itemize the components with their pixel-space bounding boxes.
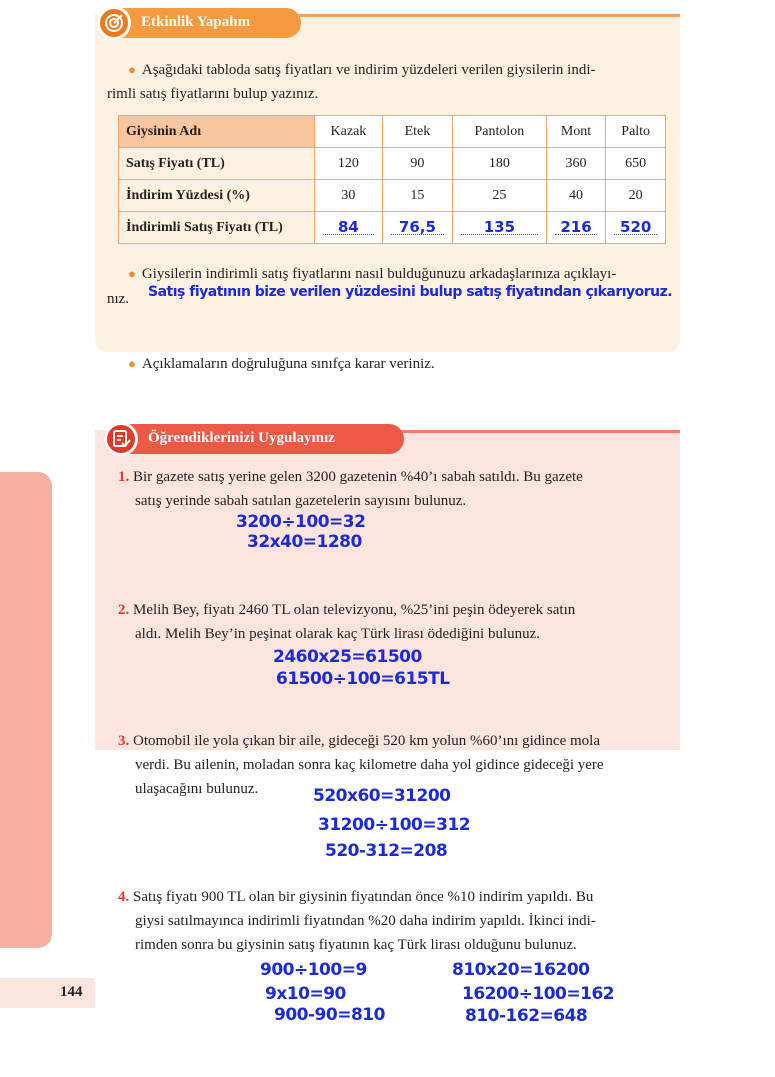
bullet-icon: ● [128,62,136,77]
sales-table [118,115,666,244]
question-2-line-1 [118,599,575,622]
intro-line-2: rimli satış fiyatlarını bulup yazınız. [107,86,319,102]
question-4-line-1 [118,886,593,909]
table-cell: 20 [606,180,666,212]
question-4-line-3: rimden sonra bu giysinin satış fiyatının kaç Türk lirası olduğunu bulunuz. [135,937,577,953]
activity-title-tag [97,8,301,38]
practice-title-tag [104,424,404,454]
q1-work-2: 32x40=1280 [247,532,362,552]
decide-line: ● Açıklamaların doğruluğuna sınıfça karar veriniz. [128,356,435,372]
question-1-line-2: satış yerinde sabah satılan gazetelerin sayısını bulunuz. [135,493,467,509]
table-cell: 40 [546,180,606,212]
question-3-line-1 [118,730,600,753]
question-text: Melih Bey, fiyatı 2460 TL olan televizyonu, %25’ini peşin ödeyerek satın [133,602,576,618]
question-1-line-1 [118,466,583,489]
table-row [119,180,666,212]
practice-title: Öğrendiklerinizi Uygulayınız [148,430,335,446]
answer-cell [382,212,452,244]
table-cell: 25 [453,180,547,212]
q4-work-left-3: 900-90=810 [274,1005,385,1025]
table-cell: İndirimli Satış Fiyatı (TL) [119,212,315,244]
question-2-line-2: aldı. Melih Bey’in peşinat olarak kaç Türk lirası ödediğini bulunuz. [135,626,541,642]
checklist-icon [104,422,138,456]
activity-title: Etkinlik Yapalım [141,14,251,30]
q4-work-left-2: 9x10=90 [265,984,346,1004]
q1-work-1: 3200÷100=32 [236,512,366,532]
question-text: Otomobil ile yola çıkan bir aile, gideceği 520 km yolun %60’ını gidince mola [133,733,600,749]
table-cell: 120 [315,148,383,180]
q3-work-2: 31200÷100=312 [318,815,471,835]
page-number: 144 [60,984,83,1000]
table-cell: Pantolon [453,116,547,148]
question-number: 4. [118,889,130,905]
question-text: Bir gazete satış yerine gelen 3200 gazetenin %40’ı sabah satıldı. Bu gazete [133,469,583,485]
answer-cell [453,212,547,244]
question-number: 2. [118,602,130,618]
table-cell: 360 [546,148,606,180]
question-text: Satış fiyatı 900 TL olan bir giysinin fiyatından önce %10 indirim yapıldı. Bu [133,889,594,905]
handwritten-answer: 76,5 [398,218,436,236]
handwritten-answer: 135 [483,218,516,236]
question-number: 1. [118,469,130,485]
q2-work-1: 2460x25=61500 [273,647,422,667]
table-row [119,148,666,180]
table-cell: Satış Fiyatı (TL) [119,148,315,180]
practice-top-rule [380,430,680,433]
bullet-icon: ● [128,266,136,281]
q4-work-right-2: 16200÷100=162 [462,984,615,1004]
question-3-line-2: verdi. Bu ailenin, moladan sonra kaç kilometre daha yol gidince gideceği yere [135,757,604,773]
table-cell: Giysinin Adı [119,116,315,148]
q3-work-1: 520x60=31200 [313,786,451,806]
table-cell: 650 [606,148,666,180]
explain-line-2: nız. [107,291,130,307]
table-cell: İndirim Yüzdesi (%) [119,180,315,212]
q3-work-3: 520-312=208 [325,841,448,861]
q4-work-right-1: 810x20=16200 [452,960,590,980]
question-3-line-3: ulaşacağını bulunuz. [135,781,259,797]
table-cell: Etek [382,116,452,148]
table-row [119,116,666,148]
handwritten-explanation: Satış fiyatının bize verilen yüzdesini bulup satış fiyatından çıkarıyoruz. [148,284,673,300]
answer-cell [315,212,383,244]
table-cell: 90 [382,148,452,180]
handwritten-answer: 216 [560,218,592,236]
handwritten-answer: 84 [337,218,359,236]
table-cell: 15 [382,180,452,212]
side-tab [0,472,52,948]
table-cell: Palto [606,116,666,148]
q2-work-2: 61500÷100=615TL [276,669,450,689]
target-icon [97,6,131,40]
explain-line-1: ● Giysilerin indirimli satış fiyatlarını nasıl bulduğunuzu arkadaşlarınıza açıklayı- [128,266,617,282]
table-cell: 30 [315,180,383,212]
q4-work-left-1: 900÷100=9 [260,960,367,980]
handwritten-answer: 520 [620,218,652,236]
answer-cell [606,212,666,244]
table-cell: 180 [453,148,547,180]
table-row [119,212,666,244]
bullet-icon: ● [128,356,136,371]
table-cell: Kazak [315,116,383,148]
question-4-line-2: giysi satılmayınca indirimli fiyatından %20 daha indirim yapıldı. İkinci indi- [135,913,596,929]
intro-line-1: ● Aşağıdaki tabloda satış fiyatları ve indirim yüzdeleri verilen giysilerin indi- [128,62,596,78]
question-number: 3. [118,733,130,749]
q4-work-right-3: 810-162=648 [465,1006,588,1026]
table-cell: Mont [546,116,606,148]
answer-cell [546,212,606,244]
